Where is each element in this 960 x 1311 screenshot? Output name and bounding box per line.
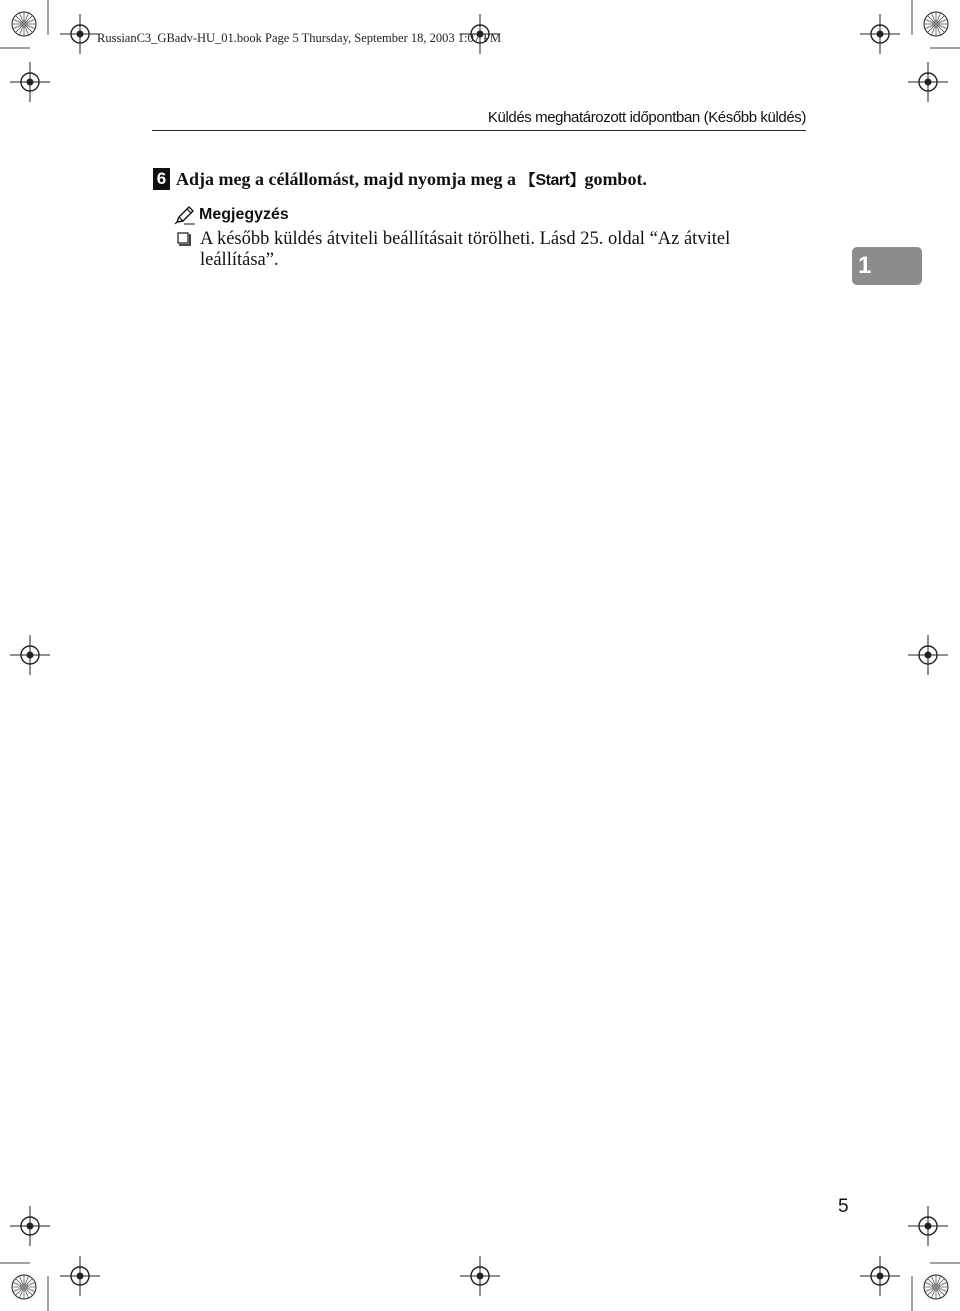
registration-mark-icon [860, 14, 900, 54]
step-number-badge: 6 [153, 168, 170, 190]
step-text-before: Adja meg a célállomást, majd nyomja meg a [176, 168, 521, 189]
checkbox-icon [177, 232, 192, 247]
starburst-target-icon [12, 1275, 36, 1299]
page-number: 5 [838, 1196, 849, 1217]
step-instruction [153, 168, 647, 190]
running-header: Küldés meghatározott időpontban (Később küldés) [487, 109, 806, 126]
registration-mark-icon [908, 635, 948, 675]
key-bracket-close: 】 [569, 170, 585, 189]
start-key-label: Start [535, 171, 570, 189]
header-rule [152, 130, 806, 131]
registration-mark-icon [60, 14, 100, 54]
step-text-after: gombot. [584, 168, 647, 189]
registration-mark-icon [10, 1206, 50, 1246]
registration-mark-icon [908, 1206, 948, 1246]
registration-mark-icon [60, 1256, 100, 1296]
note-item [177, 229, 797, 271]
pencil-icon [174, 205, 196, 225]
note-item-text: A később küldés átviteli beállításait törölheti. Lásd 25. oldal “Az átvitel leállítása”. [200, 229, 731, 270]
registration-mark-icon [860, 1256, 900, 1296]
registration-mark-icon [10, 62, 50, 102]
starburst-target-icon [12, 12, 36, 36]
note-title: Megjegyzés [199, 206, 289, 223]
print-slug: RussianC3_GBadv-HU_01.book Page 5 Thursday, September 18, 2003 1:07 PM [97, 31, 502, 45]
key-bracket-open: 【 [520, 170, 536, 189]
registration-mark-icon [908, 62, 948, 102]
starburst-target-icon [924, 12, 948, 36]
starburst-target-icon [924, 1275, 948, 1299]
registration-mark-icon [10, 635, 50, 675]
step-text [176, 169, 647, 190]
note-heading [174, 205, 289, 225]
chapter-tab: 1 [852, 247, 922, 285]
registration-mark-icon [460, 1256, 500, 1296]
